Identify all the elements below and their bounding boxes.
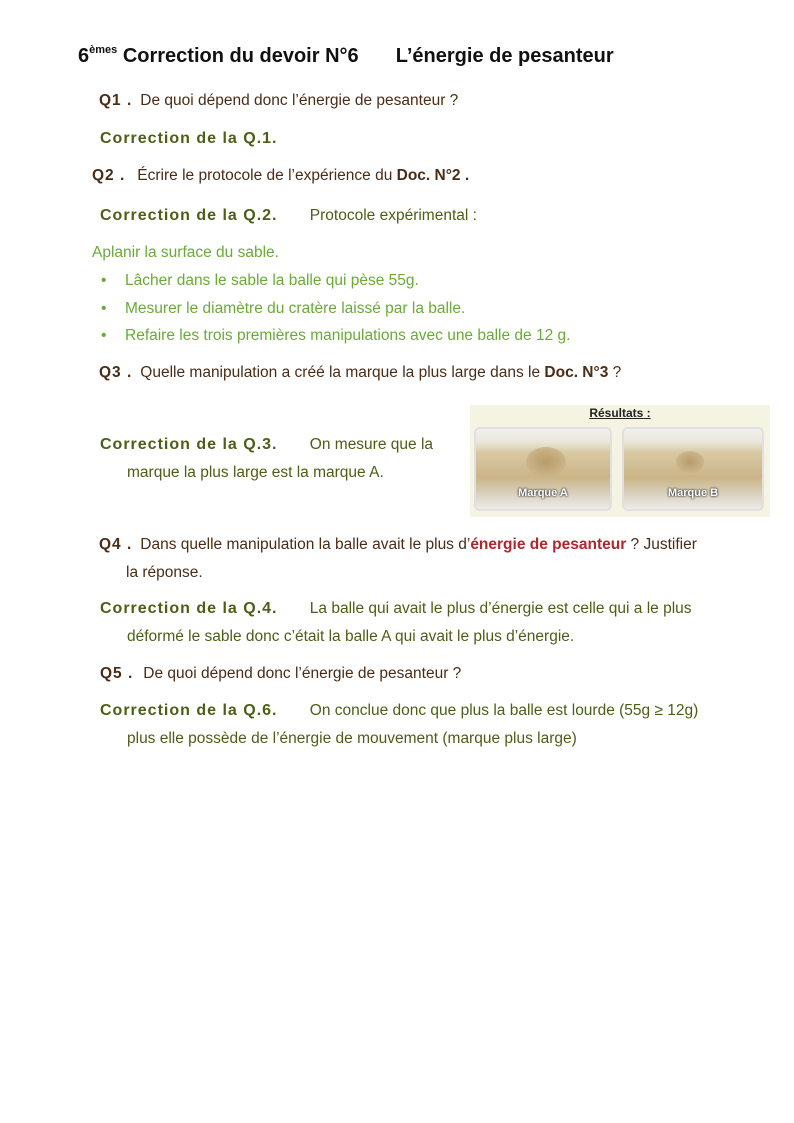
question-1 [99,92,458,110]
protocol-step: • Refaire les trois premières manipulations avec une balle de 12 g. [101,327,571,344]
correction-3-label: Correction de la Q.3. [100,436,278,453]
correction-2-label: Correction de la Q.2. [100,207,278,224]
question-3-text: Quelle manipulation a créé la marque la plus large dans le [140,364,545,381]
bullet-icon: • [101,300,107,317]
bullet-icon: • [101,327,107,344]
question-4-highlight: énergie de pesanteur [470,536,627,553]
question-3-doc: Doc. N°3 [544,364,609,381]
question-3: Q3 . Quelle manipulation a créé la marque la plus large dans le Doc. N°3 ? [99,364,622,381]
correction-3-line1: On mesure que la [309,436,434,453]
bullet-icon: • [101,272,107,289]
question-2-label: Q2 . [92,167,126,184]
correction-4-label: Correction de la Q.4. [100,600,278,617]
title-subject: L’énergie de pesanteur [395,45,614,67]
correction-2-text: Protocole expérimental : [309,207,477,224]
title-level: 6 [78,45,90,67]
container-marque-b [622,427,764,511]
correction-6 [100,702,698,720]
crater-b [676,451,704,473]
crater-a [526,447,566,477]
protocol-intro: Aplanir la surface du sable. [92,244,279,261]
question-5 [100,665,461,683]
marque-a-label: Marque A [518,487,568,499]
correction-4-line1: La balle qui avait le plus d’énergie est celle qui a le plus [309,600,692,617]
results-title: Résultats : [589,406,651,420]
correction-6-line2: plus elle possède de l’énergie de mouvement (marque plus large) [127,730,577,747]
correction-6-line1: On conclue donc que plus la balle est lourde (55g ≥ 12g) [309,702,699,719]
title-level-sup: èmes [89,44,118,56]
results-image [470,405,770,517]
marque-b-label: Marque B [667,487,719,499]
question-2-text: Écrire le protocole de l’expérience du [137,167,397,184]
question-5-text: De quoi dépend donc l’énergie de pesanteur ? [143,665,462,682]
container-marque-a [474,427,612,511]
question-4-line2: la réponse. [126,564,203,581]
question-2 [92,167,469,185]
correction-3 [100,436,433,454]
question-4-label: Q4 . [99,536,133,553]
question-3-label: Q3 . [99,364,133,381]
correction-3-line2: marque la plus large est la marque A. [127,464,384,481]
protocol-step: • Lâcher dans le sable la balle qui pèse 55g. [101,272,419,289]
question-2-doc: Doc. N°2 . [396,167,470,184]
question-1-text: De quoi dépend donc l’énergie de pesanteur ? [140,92,459,109]
correction-6-label: Correction de la Q.6. [100,702,278,719]
page-title [78,44,614,68]
correction-2 [100,207,477,225]
question-1-label: Q1 . [99,92,133,109]
title-main: Correction du devoir N°6 [122,45,359,67]
correction-1-label: Correction de la Q.1. [100,130,278,147]
correction-4-line2: déformé le sable donc c’était la balle A qui avait le plus d’énergie. [127,628,575,645]
question-5-label: Q5 . [100,665,134,682]
correction-4 [100,600,692,618]
question-4: Q4 . Dans quelle manipulation la balle avait le plus d’énergie de pesanteur ? Justifier [99,536,697,553]
question-4-text: Dans quelle manipulation la balle avait le plus d’ [140,536,471,553]
protocol-step: • Mesurer le diamètre du cratère laissé par la balle. [101,300,466,317]
